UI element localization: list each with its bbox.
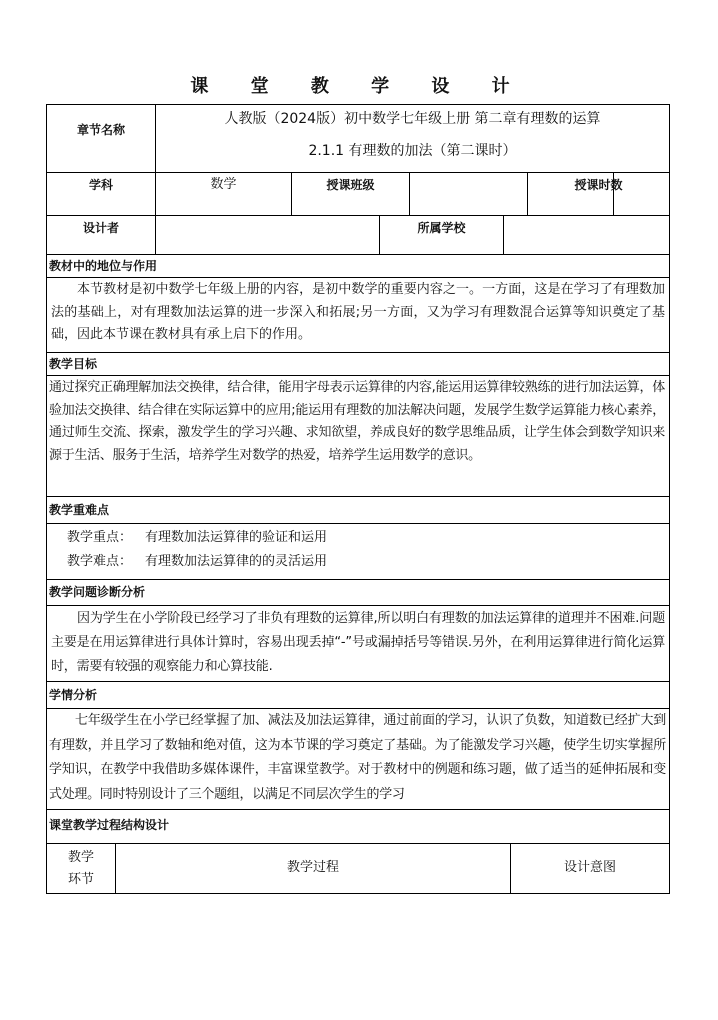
key-label: 教学重点：	[67, 530, 133, 545]
school-label: 所属学校	[417, 221, 466, 235]
rule	[47, 681, 669, 682]
rule	[47, 579, 669, 580]
position-title: 教材中的地位与作用	[49, 259, 158, 273]
rule	[47, 215, 669, 216]
process-col-intent: 设计意图	[563, 860, 616, 875]
position-body: 本节教材是初中数学七年级上册的内容，是初中数学的重要内容之一。一方面，这是在学习了有理数加法的基础上，对有理数加法运算的进一步深入和拓展;另一方面，又为学习有理数混合运算等知识奠定了基础，因此本节课在教材具有承上启下的作用。	[51, 282, 665, 342]
process-col-process: 教学过程	[286, 860, 339, 875]
subject-value: 数学	[210, 177, 237, 192]
rule	[47, 809, 669, 810]
keypoints-title: 教学重难点	[49, 503, 110, 517]
goals-body: 通过探究正确理解加法交换律，结合律，能用字母表示运算律的内容,能运用运算律较熟练的进行加法运算，体验加法交换律、结合律在实际运算中的应用;能运用有理数的加法解决问题，发展学生数学运算能力核心素养，通过师生交流、探索，激发学生的学习兴趣、求知欲望，养成良好的数学思维品质，让学生体会到数学知识来源于生活、服务于生活，培养学生对数学的热爱，培养学生运用数学的意识。	[49, 380, 665, 463]
chapter-label: 章节名称	[76, 123, 125, 137]
subject-label: 学科	[88, 178, 113, 192]
rule	[47, 496, 669, 497]
rule	[47, 605, 669, 606]
learner-title: 学情分析	[49, 688, 98, 702]
process-col-stage-line1: 教学	[67, 850, 94, 865]
rule	[47, 277, 669, 278]
learner-body: 七年级学生在小学已经掌握了加、减法及加法运算律，通过前面的学习，认识了负数，知道数已经扩大到有理数，并且学习了数轴和绝对值，这为本节课的学习奠定了基础。为了能激发学习兴趣，使学生切实掌握所学知识，在教学中我借助多媒体课件，丰富课堂教学。对于教材中的例题和练习题，做了适当的延伸拓展和变式处理。同时特别设计了三个题组，以满足不同层次学生的学习	[49, 713, 666, 802]
structure-title: 课堂教学过程结构设计	[49, 818, 170, 832]
chapter-line-2: 2.1.1 有理数的加法（第二课时）	[308, 143, 517, 159]
lesson-plan-table	[46, 104, 670, 894]
rule	[47, 523, 669, 524]
goals-title: 教学目标	[49, 357, 98, 371]
class-label: 授课班级	[326, 178, 375, 192]
rule	[47, 843, 669, 844]
key-value: 有理数加法运算律的验证和运用	[145, 530, 328, 545]
diagnosis-body: 因为学生在小学阶段已经学习了非负有理数的运算律,所以明白有理数的加法运算律的道理并不困难.问题主要是在用运算律进行具体计算时，容易出现丢掉“-”号或漏掉括号等错误.另外，在利用运算律进行简化运算时，需要有较强的观察能力和心算技能.	[51, 611, 665, 674]
designer-label: 设计者	[82, 221, 119, 235]
difficulty-value: 有理数加法运算律的的灵活运用	[145, 554, 328, 569]
chapter-line-1: 人教版（2024版）初中数学七年级上册 第二章有理数的运算	[224, 111, 601, 127]
hours-label: 授课时数	[574, 178, 623, 192]
rule	[47, 375, 669, 376]
rule	[47, 352, 669, 353]
rule	[409, 172, 410, 215]
rule	[47, 254, 669, 255]
rule	[503, 215, 504, 254]
rule	[47, 172, 669, 173]
document-title: 课 堂 教 学 设 计	[190, 76, 528, 97]
process-col-stage-line2: 环节	[67, 872, 94, 887]
diagnosis-title: 教学问题诊断分析	[49, 585, 146, 599]
difficulty-label: 教学难点：	[67, 554, 133, 569]
